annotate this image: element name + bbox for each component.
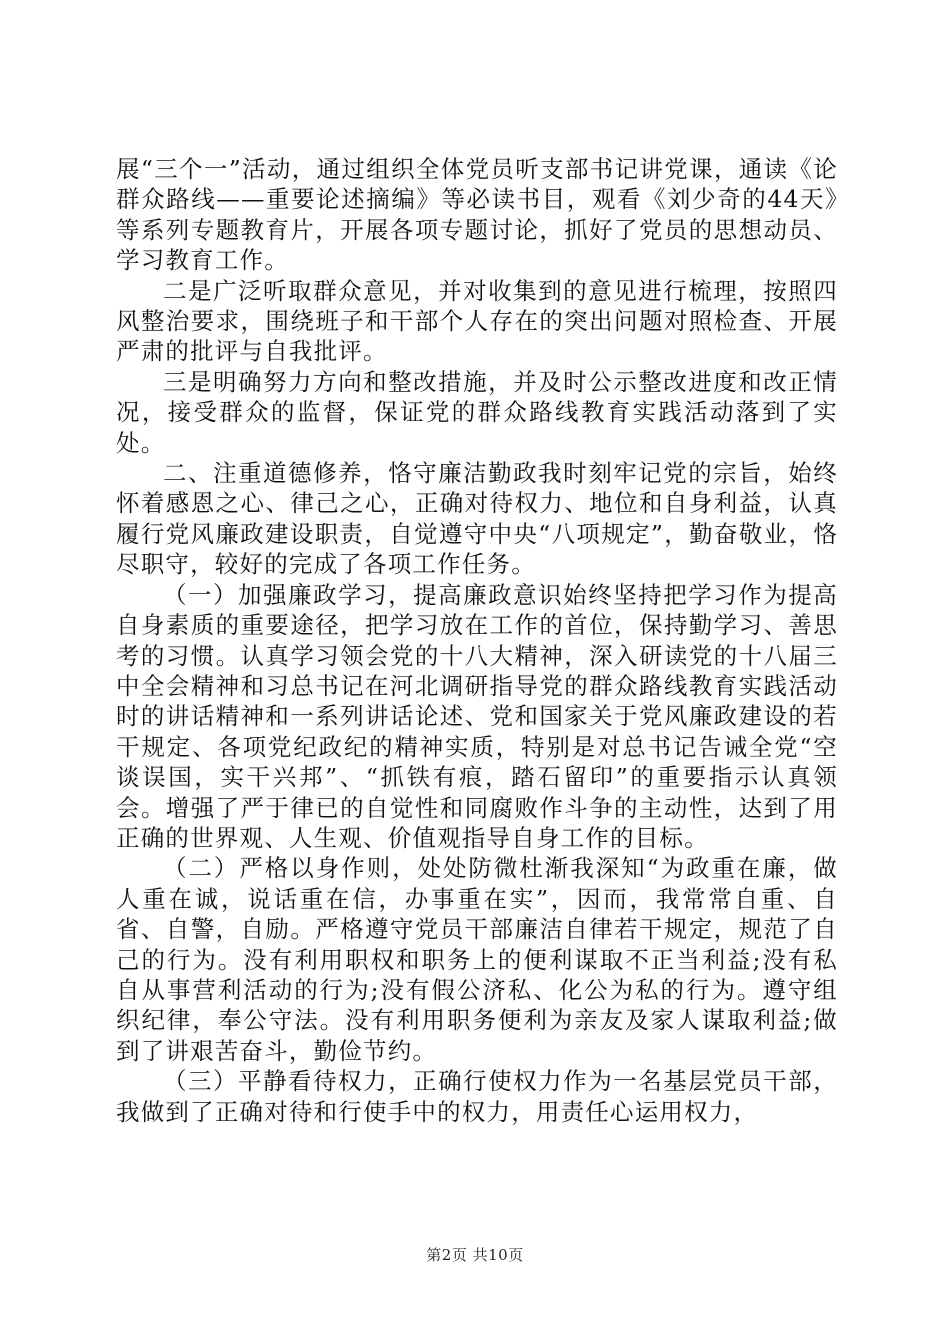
paragraph-point-three: 三是明确努力方向和整改措施，并及时公示整改进度和改正情况，接受群众的监督，保证党的群众路线教育实践活动落到了实处。 (116, 367, 838, 457)
paragraph-subsection-two: （二）严格以身作则，处处防微杜渐我深知“为政重在廉，做人重在诚，说话重在信，办事重在实”，因而，我常常自重、自省、自警，自励。严格遵守党员干部廉洁自律若干规定，规范了自己的行为。没有利用职权和职务上的便利谋取不正当利益;没有私自从事营利活动的行为;没有假公济私、化公为私的行为。遵守组织纪律，奉公守法。没有利用职务便利为亲友及家人谋取利益;做到了讲艰苦奋斗，勤俭节约。 (116, 854, 838, 1065)
paragraph-section-two: 二、注重道德修养，恪守廉洁勤政我时刻牢记党的宗旨，始终怀着感恩之心、律己之心，正确对待权力、地位和自身利益，认真履行党风廉政建设职责，自觉遵守中央“八项规定”，勤奋敬业，恪尽职守，较好的完成了各项工作任务。 (116, 459, 838, 579)
page-number-footer: 第2页 共10页 (426, 1246, 524, 1264)
paragraph-subsection-one: （一）加强廉政学习，提高廉政意识始终坚持把学习作为提高自身素质的重要途径，把学习放在工作的首位，保持勤学习、善思考的习惯。认真学习领会党的十八大精神，深入研读党的十八届三中全会精神和习总书记在河北调研指导党的群众路线教育实践活动时的讲话精神和一系列讲话论述、党和国家关于党风廉政建设的若干规定、各项党纪政纪的精神实质，特别是对总书记告诫全党“空谈误国，实干兴邦”、“抓铁有痕，踏石留印”的重要指示认真领会。增强了严于律已的自觉性和同腐败作斗争的主动性，达到了用正确的世界观、人生观、价值观指导自身工作的目标。 (116, 580, 838, 852)
document-body (116, 154, 838, 1127)
paragraph-point-two: 二是广泛听取群众意见，并对收集到的意见进行梳理，按照四风整治要求，围绕班子和干部个人存在的突出问题对照检查、开展严肃的批评与自我批评。 (116, 276, 838, 366)
paragraph-subsection-three: （三）平静看待权力，正确行使权力作为一名基层党员干部，我做到了正确对待和行使手中的权力，用责任心运用权力， (116, 1067, 838, 1126)
paragraph-continuation: 展“三个一”活动，通过组织全体党员听支部书记讲党课，通读《论群众路线——重要论述摘编》等必读书目，观看《刘少奇的44天》等系列专题教育片，开展各项专题讨论，抓好了党员的思想动员、学习教育工作。 (116, 155, 838, 275)
